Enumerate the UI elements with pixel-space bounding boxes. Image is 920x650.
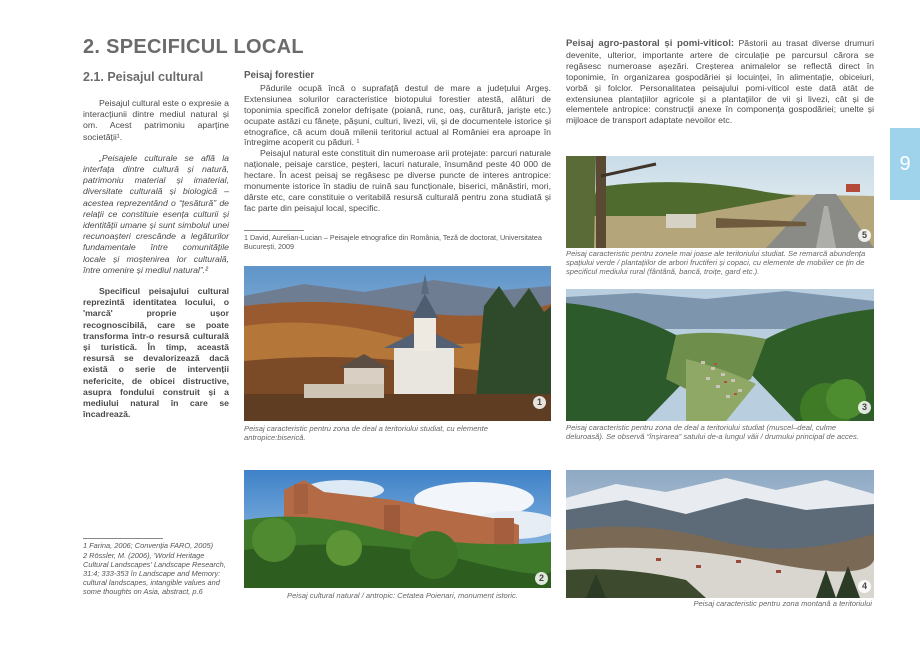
mountain-caption: Peisaj caracteristic pentru zona montană a teritoriului <box>693 599 872 608</box>
footnote-1: 1 Farina, 2006; Convenția FARO, 2005) <box>83 541 214 550</box>
intro-quote: „Peisajele culturale se află la interfața dintre cultură și natură, patrimoniu material și imaterial, diversitate culturală și biologică – acestea reprezentând o “țesătură” de relații ce constituie esența culturii și identității umane și sunt simbolul unei recunoașteri crescânde a legăturilor fundamentale între comunitățile locale și moștenirea lor culturală, între omenire și mediul natural”.² <box>83 152 229 275</box>
fortress-photo <box>244 470 551 588</box>
identity-paragraph: Specificul peisajului cultural reprezintă identitatea locului, o 'marcă' proprie ușor recognoscibilă, care se poate transforma într-o resursă culturală și turistică. În timp, această resursă se devalorizează dacă există o serie de intervenții nefericite, de obicei distructive, asupra fondului construit și a mediului natural în care se încadrează. <box>83 286 229 420</box>
forest-paragraph-1: Pădurile ocupă încă o suprafață destul de mare a județului Argeș. Extensiunea solurilor caracteristice biotopului forestier atestă, alături de toponimia specifică zonelor defrișate (poiană, runc, oaș, curătură, jariște etc.) ocupate astăzi cu fânețe, pășuni, culturi, livezi, vii, și de documentele istorice și etnografice, că acum două milenii teritoriul actual al României era aproape în întregime acoperit cu păduri. ¹ <box>244 82 551 148</box>
church-photo <box>244 266 551 421</box>
agro-text: Păstorii au trasat diverse drumuri devenite, ulterior, importante artere de circulație pe parcursul cărora se regăsesc numeroase așezări. Creșterea animalelor se reflectă direct în toponimie, în organizarea gospodăriei și locuinței, în alimentație, obiceiuri, vorbă și folclor. Personalitatea peisajului pomi-viticol este dată atât de extensiunea plantațiilor agricole și a plantațiilor de vii și livezi, cât și de elementele antropice: construcții anexe în componența gospodăriei; unelte și mijloace de transport adaptate nevoilor etc. <box>566 38 874 126</box>
fortress-caption: Peisaj cultural natural / antropic: Cetatea Poienari, monument istoric. <box>287 591 518 600</box>
mountain-photo <box>566 470 874 598</box>
road-caption: Peisaj caracteristic pentru zonele mai joase ale teritoriului studiat. Se remarcă abundența spațiului verde / plantațiilor de arbori fructiferi și copaci, cu elemente de mobilier ce țin de specificul mediului rural (fântână, bancă, troițe, gard etc.). <box>566 249 866 276</box>
section-heading: 2.1. Peisajul cultural <box>83 70 204 84</box>
column-forest <box>244 71 551 214</box>
footnote-divider <box>83 538 163 539</box>
footnote-divider-2 <box>244 230 304 231</box>
intro-paragraph: Peisajul cultural este o expresie a interacțiunii dintre mediul natural și om. Acest patrimoniu aparține societății¹. <box>83 98 229 142</box>
forest-footnote: 1 David, Aurelian-Lucian – Peisajele etnografice din România, Teză de doctorat, Universitatea București, 2009 <box>244 233 542 251</box>
page-number-tab: 9 <box>890 128 920 200</box>
road-photo <box>566 156 874 248</box>
page-title: 2. SPECIFICUL LOCAL <box>83 36 304 58</box>
photo-number-badge: 5 <box>858 229 871 242</box>
column-intro <box>83 98 229 430</box>
footnotes <box>83 542 229 597</box>
column-agro <box>566 38 874 126</box>
valley-photo <box>566 289 874 421</box>
photo-number-badge: 3 <box>858 401 871 414</box>
church-caption: Peisaj caracteristic pentru zona de deal a teritoriului studiat, cu elemente antropice:biserică. <box>244 424 488 442</box>
footnote-2: 2 Rössler, M. (2006), 'World Heritage Cultural Landscapes' Landscape Research, 31:4; 333-353 în Landscape and Memory: cultural landscapes, intangible values and some thoughts on Asia, abstract, p.6 <box>83 550 226 596</box>
photo-number-badge: 1 <box>533 396 546 409</box>
forest-paragraph-2: Peisajul natural este constituit din numeroase arii protejate: parcuri naturale naționale, peisaje carstice, peșteri, lacuri naturale, însumând peste 40 000 de hectare. În acest peisaj se regăsesc pe diverse puncte de interes antropice: monumente istorice în stadiu de ruină sau funcționale, biserici, mănăstiri, mori, dârste etc, care constituie o veritabilă resursă culturală pentru zona studiată și fac parte din peisajul local, specific. <box>244 148 551 213</box>
valley-caption: Peisaj caracteristic pentru zona de deal a teritoriului studiat (muscel–deal, culme deluroasă). Se observă “înșirarea” satului de-a lungul văii / drumului principal de acces. <box>566 423 859 441</box>
agro-heading: Peisaj agro-pastoral și pomi-viticol: <box>566 38 735 49</box>
forest-heading: Peisaj forestier <box>244 70 315 81</box>
photo-number-badge: 2 <box>535 572 548 585</box>
photo-number-badge: 4 <box>858 580 871 593</box>
